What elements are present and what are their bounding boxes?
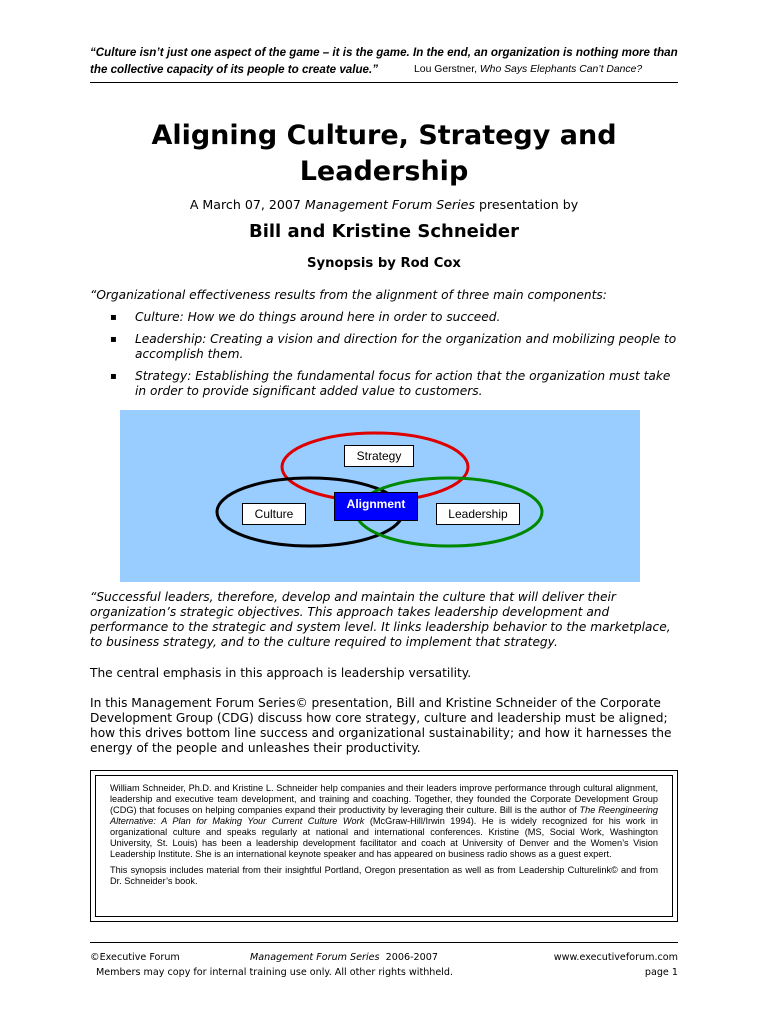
presentation-info bbox=[90, 197, 678, 212]
presentation-date: A March 07, 2007 bbox=[189, 197, 301, 212]
culture-label: Culture bbox=[242, 503, 306, 525]
bullet-icon: ▪ bbox=[110, 334, 117, 345]
footer-rule bbox=[90, 942, 678, 943]
quote-line-2: the collective capacity of its people to create value.” bbox=[90, 63, 379, 76]
list-item: ▪ Strategy: Establishing the fundamental focus for action that the organization must take in order to provide significant added value to customers. bbox=[110, 369, 671, 398]
attribution-name: Lou Gerstner, bbox=[414, 64, 477, 75]
book-title: The Reengineering Alternative: A Plan for Making Your Current Culture Work bbox=[110, 805, 658, 826]
footer-rights: Members may copy for internal training use only. All other rights withheld. bbox=[96, 967, 454, 978]
intro-text: “Organizational effectiveness results from the alignment of three main components: bbox=[90, 288, 607, 302]
page-footer bbox=[90, 950, 678, 980]
bio-paragraph: William Schneider, Ph.D. and Kristine L. Schneider help companies and their leaders improve performance through cultural alignment, leadership and executive team development, and training and coaching. Together, they founded the Corporate Development Group (CDG) that focuses on helping companies expand their productivity by leveraging their culture. Bill is the author of The Reengineering Alternative: A Plan for Making Your Current Culture Work (McGraw-Hill/Irwin 1994). He is widely recognized for his work in organizational culture and speaks regularly at national and international conferences. Kristine (MS, Social Work, Washington University, St. Louis) has been a leadership development facilitator and coach at University of Denver and the Women’s Vision Leadership Institute. She is an international keynote speaker and has appeared on business radio shows as a guest expert. bbox=[110, 783, 658, 859]
summary-paragraph: In this Management Forum Series© presentation, Bill and Kristine Schneider of the Corporate Development Group (CDG) discuss how core strategy, culture and leadership must be aligned; how this drives bottom line success and organizational sustainability; and how it harnesses the energy of the people and unleashes their productivity. bbox=[90, 696, 672, 755]
bio-text bbox=[95, 775, 673, 917]
page-title: Aligning Culture, Strategy and Leadership bbox=[151, 120, 617, 187]
alignment-label: Alignment bbox=[334, 492, 418, 521]
quote-attribution bbox=[414, 61, 642, 78]
list-item: ▪ Leadership: Creating a vision and direction for the organization and mobilizing people to accomplish them. bbox=[110, 332, 677, 361]
quote-line-1: “Culture isn’t just one aspect of the game – it is the game. In the end, an organization is nothing more than bbox=[90, 46, 678, 59]
components-list bbox=[110, 310, 685, 406]
leaders-quote: “Successful leaders, therefore, develop and maintain the culture that will deliver their organization’s strategic objectives. This approach takes leadership development and performance to the strategic and system level. It links leadership behavior to the marketplace, to business strategy, and to the culture required to implement that strategy. bbox=[90, 590, 671, 649]
strategy-label: Strategy bbox=[344, 445, 414, 467]
presentation-suffix: presentation by bbox=[479, 197, 579, 212]
header-rule bbox=[90, 82, 678, 83]
alignment-diagram bbox=[120, 410, 640, 582]
emphasis-paragraph: The central emphasis in this approach is leadership versatility. bbox=[90, 666, 472, 680]
attribution-book: Who Says Elephants Can’t Dance? bbox=[479, 64, 643, 75]
header-quote bbox=[90, 44, 690, 78]
page-number: page 1 bbox=[644, 967, 678, 978]
bio-box bbox=[90, 770, 678, 922]
footer-series: Management Forum Series 2006-2007 bbox=[250, 952, 438, 963]
bullet-icon: ▪ bbox=[110, 371, 117, 382]
leadership-label: Leadership bbox=[436, 503, 520, 525]
synopsis-author: Synopsis by Rod Cox bbox=[307, 256, 461, 271]
footer-website[interactable]: www.executiveforum.com bbox=[553, 952, 678, 963]
presenters: Bill and Kristine Schneider bbox=[249, 221, 519, 242]
list-item: ▪ Culture: How we do things around here in order to succeed. bbox=[110, 310, 501, 324]
footer-copyright: ©Executive Forum bbox=[90, 952, 180, 963]
series-name: Management Forum Series bbox=[304, 197, 475, 212]
bullet-icon: ▪ bbox=[110, 312, 117, 323]
bio-paragraph: This synopsis includes material from their insightful Portland, Oregon presentation as well as from Leadership Culturelink© and from Dr. Schneider’s book. bbox=[110, 865, 658, 886]
